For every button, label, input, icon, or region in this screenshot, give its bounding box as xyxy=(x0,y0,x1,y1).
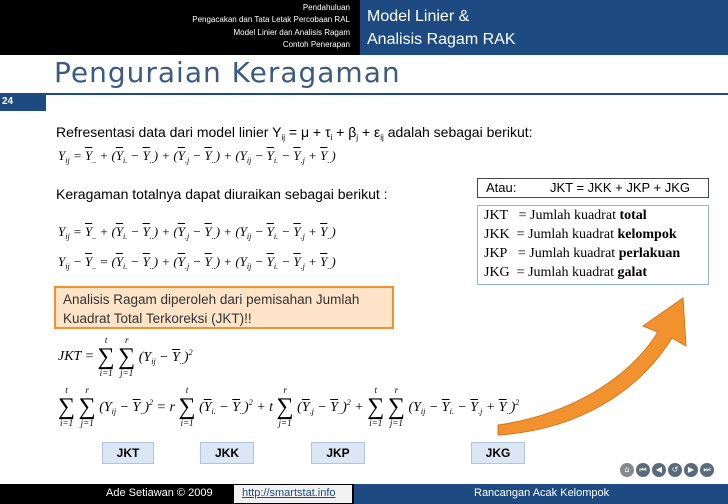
intro-text: Refresentasi data dari model linier $Y_{ij} = \mu + \tau_i + \beta_j + \varepsilon_{ij}$ adalah sebagai berikut: xyxy=(56,124,533,142)
atau-label: Atau: xyxy=(486,180,517,195)
nav-model-linier[interactable]: Model Linier dan Analisis Ragam xyxy=(233,28,350,37)
last-slide-icon[interactable]: ⏭ xyxy=(700,463,714,477)
prev-slide-icon[interactable]: ◀ xyxy=(652,463,666,477)
return-icon[interactable]: ↺ xyxy=(668,463,682,477)
atau-box xyxy=(477,178,709,198)
first-slide-icon[interactable]: ⏮ xyxy=(636,463,650,477)
label-jkk: JKK xyxy=(200,442,254,464)
nav-contoh-penerapan[interactable]: Contoh Penerapan xyxy=(282,40,350,49)
label-jkg: JKG xyxy=(471,442,525,464)
atau-equation: JKT = JKK + JKP + JKG xyxy=(549,180,691,195)
legend-row-jkg: JKG = Jumlah kuadrat galat xyxy=(484,265,648,280)
nav-pengacakan[interactable]: Pengacakan dan Tata Letak Percobaan RAL xyxy=(192,15,350,24)
footer-url-link[interactable]: http://smartstat.info xyxy=(242,487,336,499)
legend-row-jkt: JKT = Jumlah kuadrat total xyxy=(484,208,647,223)
legend-row-jkk: JKK = Jumlah kuadrat kelompok xyxy=(484,227,677,242)
label-jkt: JKT xyxy=(102,442,154,464)
sum-of-squares-legend xyxy=(477,205,709,285)
home-icon[interactable]: ⌂ xyxy=(620,463,634,477)
next-slide-icon[interactable]: ▶ xyxy=(684,463,698,477)
footer-author: Ade Setiawan © 2009 xyxy=(106,487,213,499)
slide-title: Penguraian Keragaman xyxy=(54,56,401,89)
deviation-equation: $Y_{ij} - \overline{Y}_{..} = (\overline{Y}_{i.} - \overline{Y}_{..}) + (\overline{Y}_{.j} - \overline{Y}_{..}) + (Y_{ij} - \overline{Y}_{i.} - \overline{Y}_{.j} + \overline{Y}_{..})$ xyxy=(58,254,336,271)
header-title-line1: Model Linier & xyxy=(367,8,470,25)
header-title-line2: Analisis Ragam RAK xyxy=(367,31,516,48)
footer-course-title: Rancangan Acak Kelompok xyxy=(474,487,610,499)
decomposition-equation-2: $Y_{ij} = \overline{Y}_{..} + (\overline{Y}_{i.} - \overline{Y}_{..}) + (\overline{Y}_{.j} - \overline{Y}_{..}) + (Y_{ij} - \overline{Y}_{i.} - \overline{Y}_{.j} + \overline{Y}_{..})$ xyxy=(58,224,336,241)
nav-pendahuluan[interactable]: Pendahuluan xyxy=(302,3,350,12)
ss-decomposition-formula: t ∑ i=1 r ∑ j=1 $(Y_{ij} - \overline{Y}_{..})^2 = r$ t ∑ i=1 $(\overline{Y}_{i.} - \overline{Y}_{..})^2 + t$ r ∑ j=1 $(\overline{Y}_{.j} - \overline{Y}_{..})^2 + t$ ∑ i=1 r ∑ j=1 $(Y_{ij} - \overline{Y}_{i.} - \overline{Y}_{.j} + \overline{Y}_{..})^2$ xyxy=(58,385,520,428)
decomposition-equation: $Y_{ij} = \overline{Y}_{..} + (\overline{Y}_{i.} - \overline{Y}_{..}) + (\overline{Y}_{.j} - \overline{Y}_{..}) + (Y_{ij} - \overline{Y}_{i.} - \overline{Y}_{.j} + \overline{Y}_{..})$ xyxy=(58,148,336,165)
total-variance-label: Keragaman totalnya dapat diuraikan sebagai berikut : xyxy=(56,186,388,202)
legend-row-jkp: JKP = Jumlah kuadrat perlakuan xyxy=(484,246,681,261)
anova-note: Analisis Ragam diperoleh dari pemisahan Jumlah Kuadrat Total Terkoreksi (JKT)!! xyxy=(54,286,394,329)
slide-number: 24 xyxy=(2,96,14,107)
jkt-formula: JKT = t ∑ i=1 r ∑ j=1 $(Y_{ij} - \overline{Y}_{..})^2$ xyxy=(58,335,193,378)
title-divider xyxy=(46,93,728,95)
label-jkp: JKP xyxy=(311,442,365,464)
